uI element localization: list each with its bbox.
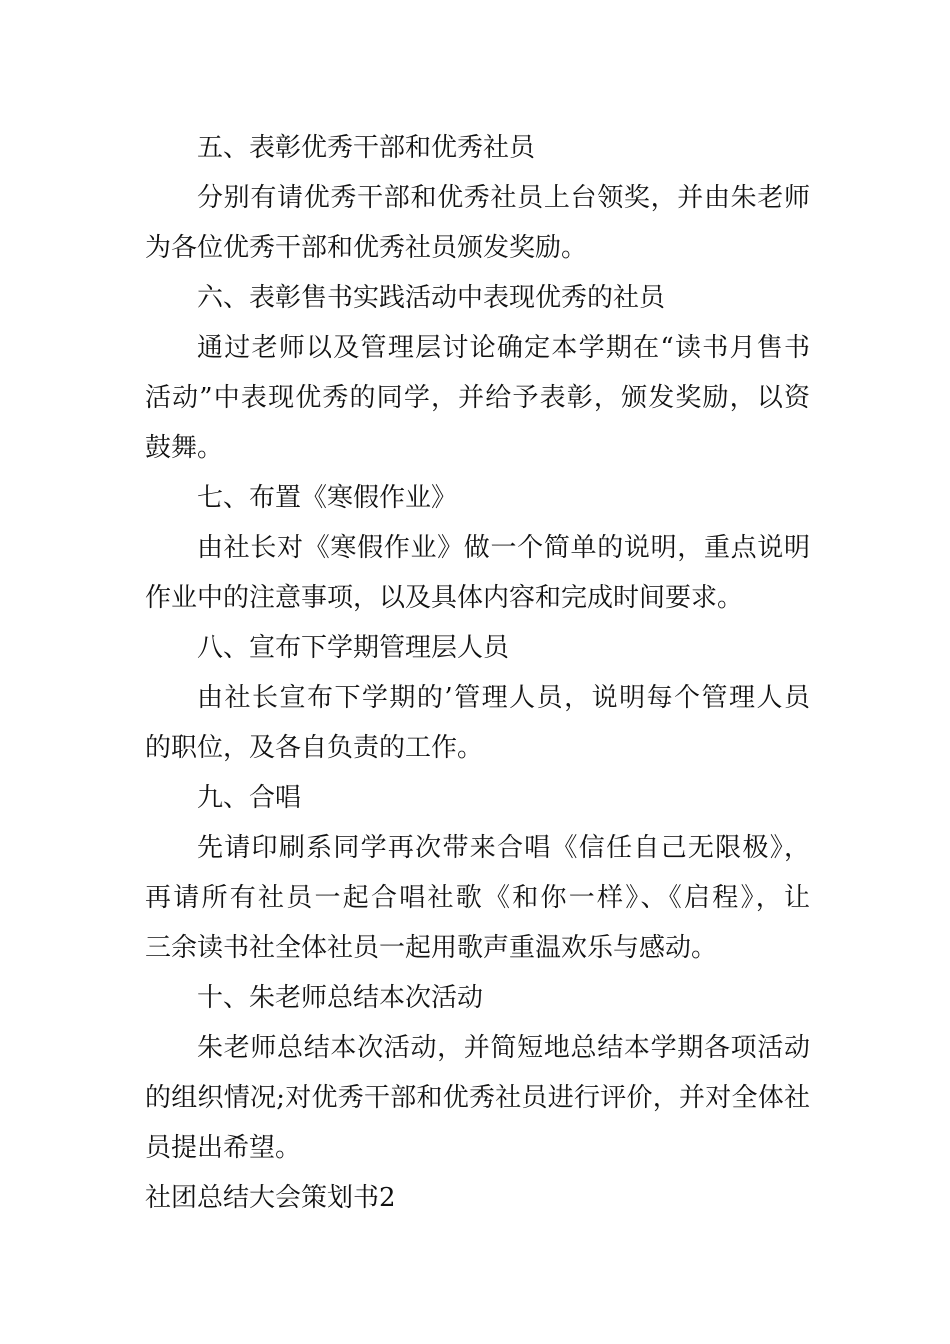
paragraph-line: 通过老师以及管理层讨论确定本学期在“读书月售书	[197, 333, 810, 363]
document-title: 社团总结大会策划书2	[145, 1183, 396, 1213]
paragraph-line: 朱老师总结本次活动，并简短地总结本学期各项活动	[197, 1033, 810, 1063]
paragraph-line: 的组织情况;对优秀干部和优秀社员进行评价，并对全体社	[145, 1083, 810, 1113]
paragraph-line: 为各位优秀干部和优秀社员颁发奖励。	[145, 233, 588, 263]
paragraph-line: 作业中的注意事项，以及具体内容和完成时间要求。	[145, 583, 744, 613]
paragraph-line: 活动”中表现优秀的同学，并给予表彰，颁发奖励，以资	[145, 383, 810, 413]
paragraph-line: 由社长宣布下学期的’管理人员，说明每个管理人员	[197, 683, 810, 713]
section-heading-10: 十、朱老师总结本次活动	[197, 983, 484, 1013]
paragraph-line: 先请印刷系同学再次带来合唱《信任自己无限极》，	[197, 833, 810, 863]
section-heading-9: 九、合唱	[197, 783, 302, 813]
section-heading-8: 八、宣布下学期管理层人员	[197, 633, 510, 663]
paragraph-line: 三余读书社全体社员一起用歌声重温欢乐与感动。	[145, 933, 718, 963]
section-heading-7: 七、布置《寒假作业》	[197, 483, 458, 513]
paragraph-line: 鼓舞。	[145, 433, 224, 463]
paragraph-line: 的职位，及各自负责的工作。	[145, 733, 484, 763]
paragraph-line: 分别有请优秀干部和优秀社员上台领奖，并由朱老师	[197, 183, 810, 213]
section-heading-6: 六、表彰售书实践活动中表现优秀的社员	[197, 283, 666, 313]
section-heading-5: 五、表彰优秀干部和优秀社员	[197, 133, 536, 163]
paragraph-line: 再请所有社员一起合唱社歌《和你一样》、《启程》，让	[145, 883, 810, 913]
paragraph-line: 员提出希望。	[145, 1133, 302, 1163]
paragraph-line: 由社长对《寒假作业》做一个简单的说明，重点说明	[197, 533, 810, 563]
